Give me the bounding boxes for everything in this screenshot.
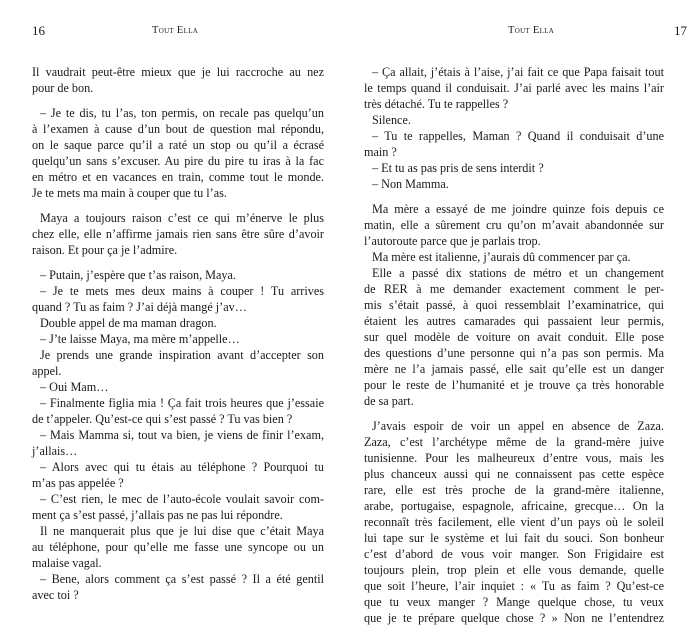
text-line: – Non Mamma. — [372, 177, 449, 191]
text-line: quand ? Tu as faim ? J’ai déjà mangé j’av… — [32, 300, 247, 314]
text-line: – Mais Mamma si, tout va bien, je viens de finir l’exam, — [40, 428, 324, 442]
text-line: arabe, portugaise, espagnole, africaine, grecque… On la — [364, 499, 664, 513]
paragraph-gap — [32, 258, 324, 267]
page-number: 16 — [32, 23, 45, 38]
text-line: – Alors avec qui tu étais au téléphone ? Pourquoi tu — [40, 460, 324, 474]
text-line: Ma mère a essayé de me joindre quinze fois depuis ce — [372, 202, 664, 216]
running-head: Tout Ella — [152, 25, 199, 36]
page-body-left — [32, 64, 324, 603]
text-line: Double appel de ma maman dragon. — [40, 316, 217, 330]
text-line: très détaché. Tu te rappelles ? — [364, 97, 509, 111]
text-line: Silence. — [372, 113, 411, 127]
text-line: de t’appeler. Qu’est-ce qui s’est passé ? Tu vas bien ? — [32, 412, 293, 426]
text-line: Je prends une grande inspiration avant d’accepter son — [40, 348, 324, 362]
text-line: c’est d’abord de vous voir manger. Son Frigidaire est — [364, 547, 664, 561]
text-line: j’allais… — [32, 444, 78, 458]
running-head: Tout Ella — [508, 25, 555, 36]
text-line: que soit l’heure, l’air inquiet : « Tu as faim ? Qu’est-ce — [364, 579, 664, 593]
text-line: pour le reste de l’humanité et je trouve ça très honorable — [364, 378, 664, 392]
text-line: étaient les autres camarades qui passaient leur permis, — [364, 314, 664, 328]
text-line: de RER à me demander exactement comment le per- — [364, 282, 664, 296]
page-number: 17 — [674, 23, 687, 38]
text-line: J’avais espoir de voir un appel en absence de Zaza. — [372, 419, 664, 433]
text-line: – J’te laisse Maya, ma mère m’appelle… — [40, 332, 240, 346]
text-line: mère ne l’a jamais passé, elle sait qu’elle est un danger — [364, 362, 664, 376]
text-line: toujours plein, trop plein et elle vous demande, quelle — [364, 563, 664, 577]
text-line: en métro et en vacances en train, comme tout le monde. — [32, 170, 324, 184]
text-line: ment ça s’est passé, j’allais pas ne pas lui répondre. — [32, 508, 283, 522]
left-page — [0, 0, 350, 602]
text-line: tunisienne. Pour les malheureux d’entre vous, mais les — [364, 451, 664, 465]
text-line: rare, elle est très proche de la grand-mère italienne, — [364, 483, 664, 497]
paragraph-gap — [364, 409, 664, 418]
text-line: mis s’était passé, à quoi ressemblait l’examinatrice, qui — [364, 298, 664, 312]
text-line: pour de bon. — [32, 81, 94, 95]
text-line: – Et tu as pas pris de sens interdit ? — [372, 161, 544, 175]
text-line: quelqu’un sans s’excuser. Au pire du pire tu iras à la fac — [32, 154, 324, 168]
page-body-right — [364, 64, 664, 626]
text-line: malaise vagal. — [32, 556, 102, 570]
paragraph-gap — [32, 201, 324, 210]
text-line: chez elle, elle n’affirme jamais rien sans être sûre d’avoir — [32, 227, 324, 241]
text-line: à l’examen à cause d’un bout de question mal répondu, — [32, 122, 324, 136]
text-line: on le saque parce qu’il a raté un stop ou qu’il a écrasé — [32, 138, 324, 152]
text-line: Il ne manquerait plus que je lui dise que c’était Maya — [40, 524, 324, 538]
text-line: Maya a toujours raison c’est ce qui m’énerve le plus — [40, 211, 324, 225]
text-line: – Je te dis, tu l’as, ton permis, on recale pas quelqu’un — [40, 106, 324, 120]
text-line: raison. Et pour ça je l’admire. — [32, 243, 178, 257]
right-page — [350, 0, 700, 625]
text-line: de sa part. — [364, 394, 414, 408]
text-line: lui tape sur le système et lui fait du souci. Son bonheur — [364, 531, 664, 545]
text-line: – C’est rien, le mec de l’auto-école voulait savoir com- — [40, 492, 324, 506]
text-line: matin, elle a sûrement cru qu’on m’avait abandonnée sur — [364, 218, 664, 232]
text-line: le temps quand il conduisait. J’ai parlé avec les mains l’air — [364, 81, 664, 95]
text-line: – Putain, j’espère que t’as raison, Maya. — [40, 268, 236, 282]
text-line: l’autoroute parce que je parlais trop. — [364, 234, 541, 248]
text-line: reconnaît très facilement, elle vient d’un pays où le soleil — [364, 515, 664, 529]
paragraph-gap — [364, 192, 664, 201]
text-line: avec toi ? — [32, 588, 79, 602]
text-line: m’as pas appelée ? — [32, 476, 124, 490]
text-line: Je te mets ma main à couper que tu l’as. — [32, 186, 227, 200]
text-line: – Bene, alors comment ça s’est passé ? Il a été gentil — [40, 572, 324, 586]
text-line: plus chanceux aussi qui ne connaissent pas cette espèce — [364, 467, 664, 481]
text-line: Zaza, c’est l’archétype même de la grand-mère juive — [364, 435, 664, 449]
text-line: Elle a passé dix stations de métro et un changement — [372, 266, 664, 280]
text-line: – Tu te rappelles, Maman ? Quand il conduisait d’une — [372, 129, 664, 143]
text-line: que je te prépare quelque chose ? » Non ne l’entendrez — [364, 611, 664, 625]
text-line: des questions d’une personne qui n’a pas son permis. Ma — [364, 346, 664, 360]
text-line: main ? — [364, 145, 397, 159]
text-line: – Je te mets mes deux mains à couper ! Tu arrives — [40, 284, 324, 298]
text-line: Il vaudrait peut-être mieux que je lui raccroche au nez — [32, 65, 324, 79]
text-line: – Ça allait, j’étais à l’aise, j’ai fait ce que Papa faisait tout — [372, 65, 664, 79]
text-line: – Oui Mam… — [40, 380, 109, 394]
text-line: au téléphone, pour qu’elle me fasse une syncope ou un — [32, 540, 324, 554]
text-line: que tu veux manger ? Mange quelque chose, tu veux — [364, 595, 664, 609]
text-line: Ma mère est italienne, j’aurais dû commencer par ça. — [372, 250, 631, 264]
text-line: appel. — [32, 364, 62, 378]
paragraph-gap — [32, 96, 324, 105]
text-line: – Finalmente figlia mia ! Ça fait trois heures que j’essaie — [40, 396, 324, 410]
text-line: sur quel modèle de voiture on avait conduit. Elle pose — [364, 330, 664, 344]
